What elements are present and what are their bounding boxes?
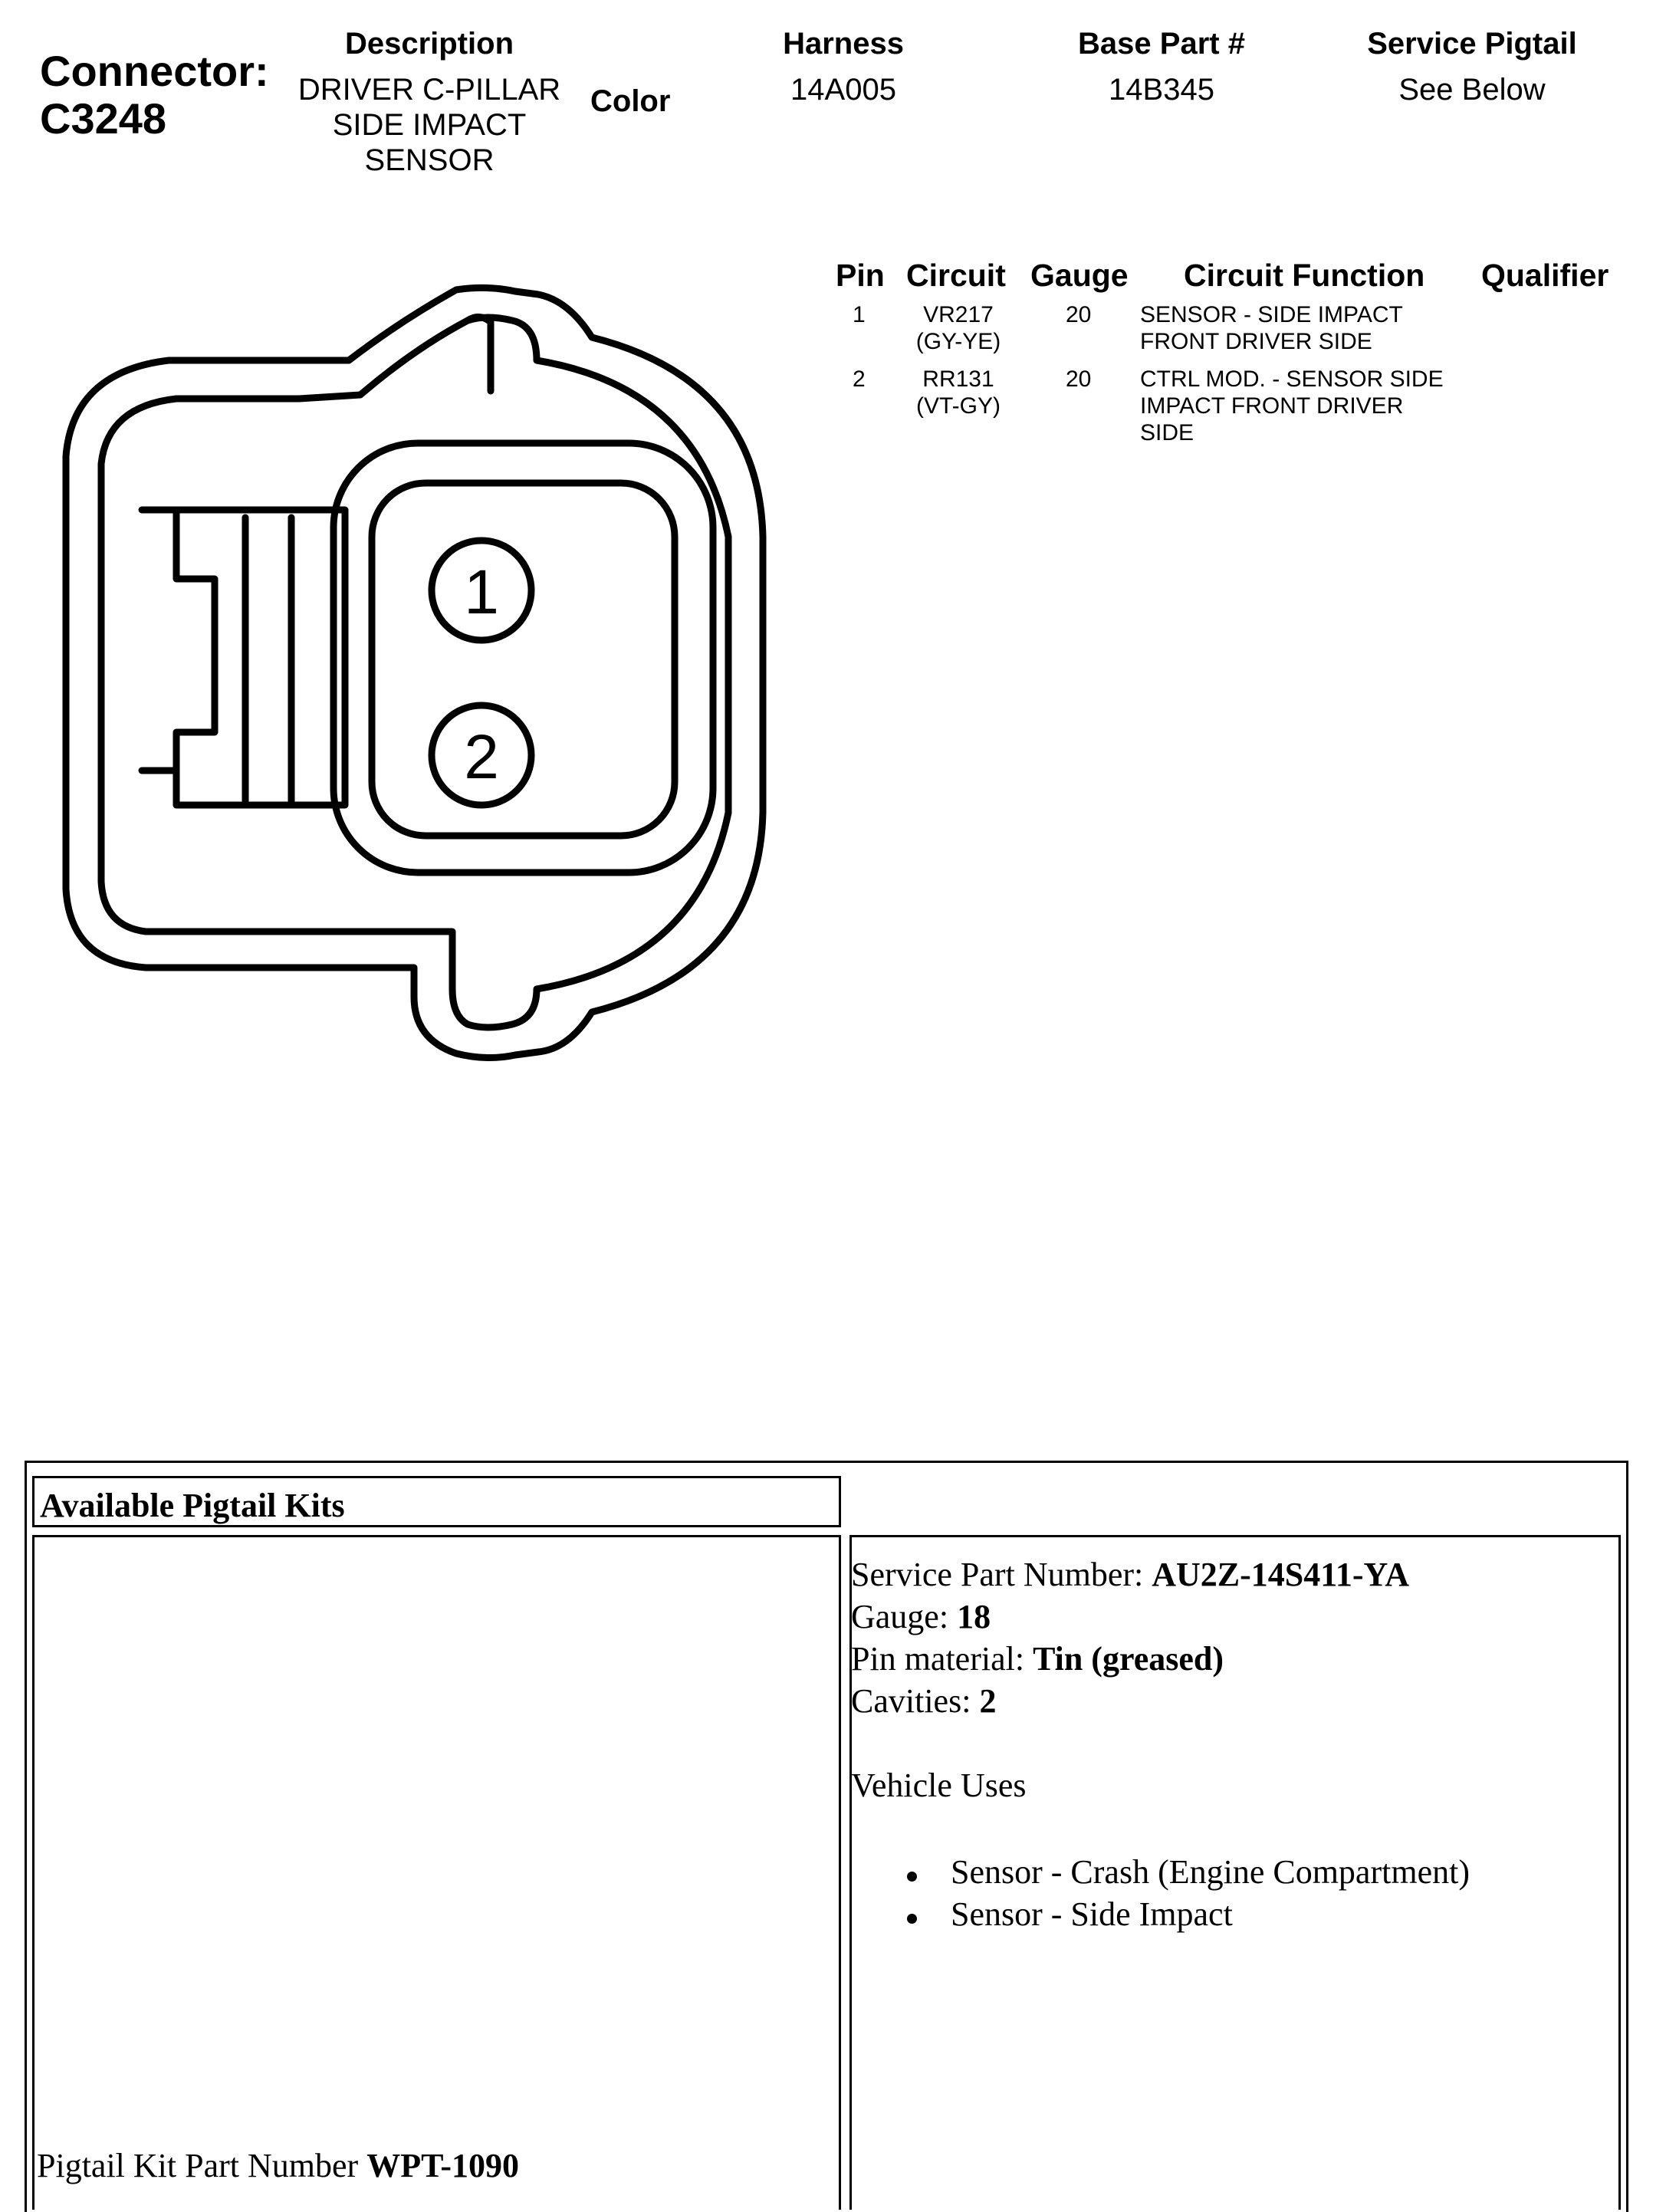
service-part-number <box>851 1553 1409 1596</box>
circuit-id: VR217 <box>923 302 994 327</box>
circuit-cell <box>889 301 1027 355</box>
description-line: DRIVER C-PILLAR <box>297 73 561 107</box>
circuit-column-header: Circuit <box>906 258 1006 293</box>
vehicle-use-item: Sensor - Crash (Engine Compartment) <box>951 1853 1470 1891</box>
pin-column-header: Pin <box>836 258 885 293</box>
function-line: SENSOR - SIDE IMPACT <box>1140 302 1403 327</box>
function-line: IMPACT FRONT DRIVER <box>1140 393 1404 419</box>
function-line: FRONT DRIVER SIDE <box>1140 329 1372 354</box>
connector-label: Connector: <box>40 47 269 95</box>
gauge-cell: 20 <box>1066 366 1092 392</box>
function-cell <box>1140 366 1444 446</box>
description-line: SENSOR <box>364 143 495 177</box>
mating-rim-outer <box>334 443 713 873</box>
pigtail-image-cell <box>32 1535 841 2210</box>
base-part-value: 14B345 <box>1109 73 1214 107</box>
service-part-label: Service Part Number: <box>851 1556 1152 1593</box>
description-header: Description <box>344 27 514 61</box>
pin-number: 1 <box>853 302 866 327</box>
cavities-label: Cavities: <box>851 1682 980 1720</box>
gauge-column-header: Gauge <box>1030 258 1129 293</box>
pigtail-kits-title: Available Pigtail Kits <box>40 1487 345 1524</box>
function-cell <box>1140 301 1403 355</box>
connector-inner-housing <box>101 317 728 1027</box>
cavities-value: 2 <box>979 1682 997 1720</box>
service-part-value: AU2Z-14S411-YA <box>1152 1556 1409 1593</box>
connector-outer-housing <box>66 288 763 1057</box>
connector-title <box>40 48 269 143</box>
base-part-header: Base Part # <box>1078 27 1245 61</box>
circuit-color: (GY-YE) <box>915 329 1001 354</box>
pin-number: 2 <box>853 366 866 392</box>
pin-material <box>851 1638 1224 1680</box>
qualifier-column-header: Qualifier <box>1481 258 1609 293</box>
kit-part-label: Pigtail Kit Part Number <box>37 2147 367 2184</box>
connector-face-drawing <box>54 276 790 1073</box>
harness-header: Harness <box>783 27 904 61</box>
cavities <box>851 1680 996 1722</box>
circuit-id: RR131 <box>922 366 994 392</box>
kit-gauge-value: 18 <box>957 1598 991 1635</box>
bullet-icon <box>907 1914 917 1924</box>
gauge-cell: 20 <box>1066 302 1092 327</box>
description-line: SIDE IMPACT <box>332 108 527 142</box>
service-pigtail-value: See Below <box>1398 73 1546 107</box>
service-pigtail-header: Service Pigtail <box>1367 27 1577 61</box>
pin-material-label: Pin material: <box>851 1640 1033 1678</box>
vehicle-uses-label: Vehicle Uses <box>851 1767 1027 1804</box>
circuit-color: (VT-GY) <box>916 393 1001 419</box>
kit-gauge <box>851 1596 991 1638</box>
description-value <box>284 72 575 178</box>
pin-material-value: Tin (greased) <box>1033 1640 1224 1678</box>
circuit-cell <box>889 366 1027 419</box>
pin-1-label: 1 <box>464 557 499 627</box>
vehicle-use-item: Sensor - Side Impact <box>951 1895 1233 1933</box>
kit-part-value: WPT-1090 <box>366 2147 520 2184</box>
color-header: Color <box>590 84 671 118</box>
kit-gauge-label: Gauge: <box>851 1598 958 1635</box>
function-line: SIDE <box>1140 420 1194 445</box>
latch-tab <box>468 317 491 391</box>
pin-2-label: 2 <box>464 722 499 792</box>
function-column-header: Circuit Function <box>1184 258 1425 293</box>
connector-id: C3248 <box>40 94 167 143</box>
function-line: CTRL MOD. - SENSOR SIDE <box>1140 366 1444 392</box>
pigtail-kit-part-number <box>37 2145 519 2187</box>
bullet-icon <box>907 1872 917 1882</box>
harness-value: 14A005 <box>790 73 896 107</box>
